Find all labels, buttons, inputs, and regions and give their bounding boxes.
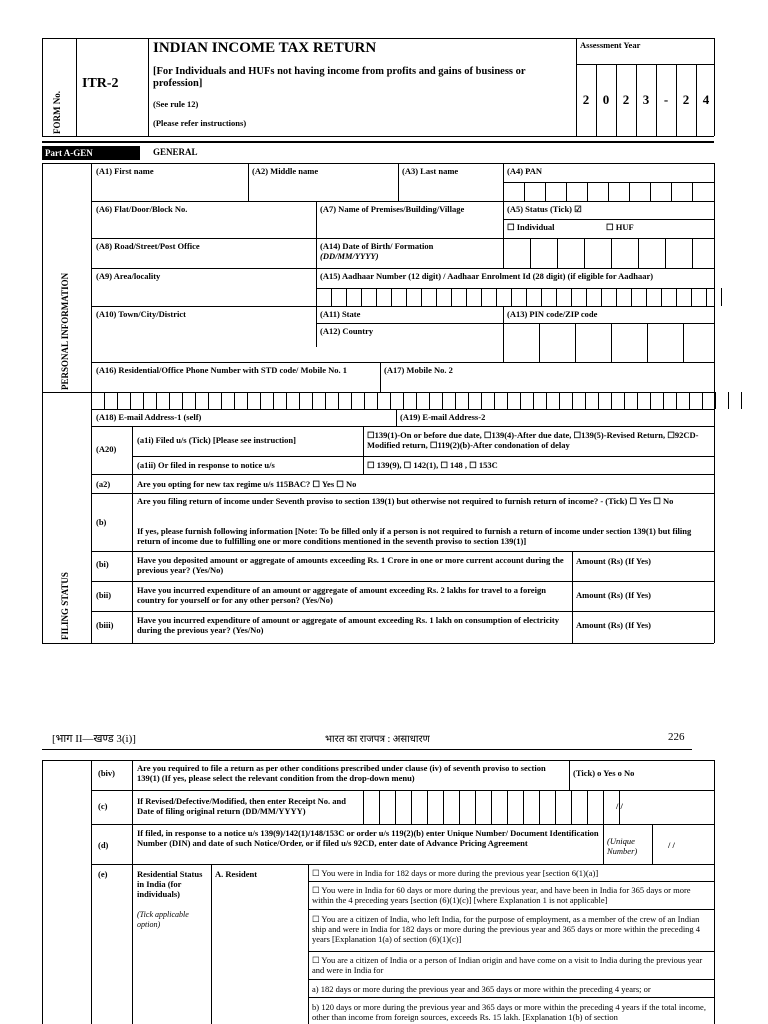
pin-code-field[interactable] (503, 323, 720, 362)
current-account-question: Have you deposited amount or aggregate of amounts exceeding Rs. 1 Crore in one or more current account during the previous year? (Yes/No) (137, 555, 564, 575)
dob-label: (A14) Date of Birth/ Formation (320, 241, 434, 251)
seventh-proviso-note: If yes, please furnish following information [Note: To be filled only if a person is not required to furnish a return of income under section 139(1) but filing return of income due to fulfilling one or more conditions mentioned in the seventh proviso to section 139(1)] (137, 526, 692, 546)
c-code: (c) (98, 801, 108, 811)
receipt-question: If Revised/Defective/Modified, then enter Receipt No. and Date of filing original return (DD/MM/YYYY) (137, 796, 346, 816)
bi-code: (bi) (96, 559, 109, 569)
electricity-question: Have you incurred expenditure of amount or aggregate of amount exceeding Rs. 1 lakh on consumption of electricity during the previous year? (Yes/No) (137, 615, 559, 635)
resident-option-4a: a) 182 days or more during the previous year and 365 days or more within the preceding 4 years; or (312, 984, 651, 994)
resident-option-4[interactable]: ☐ You are a citizen of India or a person of Indian origin and have come on a visit to India during the previous year and were in India for (312, 955, 703, 975)
resident-option-3[interactable]: ☐ You are a citizen of India, who left India, for the purpose of employment, as a member of the crew of an Indian ship and were in India for 182 days or more during the previous year and 365 days or more within the preceding 4 years [Explanation 1(a) of section (6)(1)(c)] (312, 914, 701, 944)
aadhaar-field[interactable] (316, 288, 736, 306)
filing-status-label: FILING STATUS (60, 572, 70, 640)
last-name-label: (A3) Last name (402, 166, 459, 176)
form-title: INDIAN INCOME TAX RETURN (153, 40, 377, 56)
area-locality-label: (A9) Area/locality (96, 271, 161, 281)
pan-field[interactable] (503, 182, 713, 201)
status-label: (A5) Status (Tick) ☑ (507, 204, 582, 214)
form-subtitle: [For Individuals and HUFs not having income from profits and gains of business or profession] (153, 66, 526, 89)
biii-code: (biii) (96, 620, 114, 630)
gazette-section: [भाग II—खण्ड 3(i)] (52, 733, 136, 745)
a2-code: (a2) (96, 479, 111, 489)
country-label: (A12) Country (320, 326, 374, 336)
a20-code: (A20) (96, 444, 117, 454)
receipt-number-field[interactable] (363, 790, 724, 824)
personal-information-label: PERSONAL INFORMATION (60, 272, 70, 390)
aadhaar-label: (A15) Aadhaar Number (12 digit) / Aadhaar Enrolment Id (28 digit) (if eligible for Aadhaar) (320, 271, 654, 281)
e-code: (e) (98, 869, 108, 879)
bi-amount-label: Amount (Rs) (If Yes) (576, 556, 651, 566)
unique-number-field[interactable]: (Unique Number) (607, 836, 638, 856)
part-title: GENERAL (153, 147, 198, 157)
resident-option-2[interactable]: ☐ You were in India for 60 days or more during the previous year, and have been in India for 365 days or more within the 4 preceding years [section (6)(1)(c)] [where Explanation 1 is not applicable] (312, 885, 691, 905)
assessment-year-label: Assessment Year (580, 40, 641, 50)
email-1-label: (A18) E-mail Address-1 (self) (96, 412, 202, 422)
mobile-2-label: (A17) Mobile No. 2 (384, 365, 453, 375)
pan-label: (A4) PAN (507, 166, 543, 176)
rule-ref: (See rule 12) (153, 99, 199, 109)
bii-code: (bii) (96, 590, 112, 600)
form-code: ITR-2 (82, 76, 119, 91)
state-label: (A11) State (320, 309, 361, 319)
status-huf-checkbox[interactable]: ☐ HUF (606, 222, 634, 232)
part-label: Part A-GEN (42, 146, 140, 160)
biv-code: (biv) (98, 768, 115, 778)
biii-amount-label: Amount (Rs) (If Yes) (576, 620, 651, 630)
new-tax-regime-question[interactable]: Are you opting for new tax regime u/s 115BAC? ☐ Yes ☐ No (137, 479, 357, 489)
dob-field[interactable] (503, 238, 719, 268)
tick-applicable-note: (Tick applicable option) (137, 910, 189, 929)
b-code: (b) (96, 517, 107, 527)
flat-door-label: (A6) Flat/Door/Block No. (96, 204, 188, 214)
resident-label: A. Resident (215, 869, 258, 879)
gazette-title: भारत का राजपत्र : असाधारण (325, 734, 430, 745)
filed-notice-options[interactable]: ☐ 139(9), ☐ 142(1), ☐ 148 , ☐ 153C (367, 460, 498, 470)
d-code: (d) (98, 840, 109, 850)
first-name-label: (A1) First name (96, 166, 154, 176)
pin-code-label: (A13) PIN code/ZIP code (507, 309, 598, 319)
filed-us-options[interactable]: ☐139(1)-On or before due date, ☐139(4)-After due date, ☐139(5)-Revised Return, ☐92CD-Modified return, ☐119(2)(b)-After condonation of delay (367, 430, 699, 450)
residential-status-label: Residential Status in India (for individuals) (137, 869, 203, 899)
town-city-label: (A10) Town/City/District (96, 309, 186, 319)
mobile-number-fields[interactable] (91, 392, 754, 409)
bii-amount-label: Amount (Rs) (If Yes) (576, 590, 651, 600)
notice-question: If filed, in response to a notice u/s 139(9)/142(1)/148/153C or order u/s 119(2)(b) enter Unique Number/ Document Identification Number (DIN) and date of such Notice/Order, or if filed u/s 92CD, enter date of Advance Pricing Agreement (137, 828, 599, 848)
notice-date-field[interactable]: / / (668, 840, 675, 850)
instructions-ref: (Please refer instructions) (153, 118, 247, 128)
resident-option-4b: b) 120 days or more during the previous year and 365 days or more within the preceding 4 years if the total income, other than income from foreign sources, exceeds Rs. 15 lakh. [Explanation 1(b) of section (312, 1002, 706, 1022)
email-2-label: (A19) E-mail Address-2 (400, 412, 486, 422)
filed-us-label: (a1i) Filed u/s (Tick) [Please see instruction] (137, 435, 296, 445)
road-street-label: (A8) Road/Street/Post Office (96, 241, 200, 251)
dob-format: (DD/MM/YYYY) (320, 251, 379, 261)
filed-notice-label: (a1ii) Or filed in response to notice u/s (137, 460, 275, 470)
receipt-date-field[interactable]: / / (616, 801, 623, 811)
resident-option-1[interactable]: ☐ You were in India for 182 days or more during the previous year [section 6(1)(a)] (312, 868, 599, 878)
foreign-travel-question: Have you incurred expenditure of an amount or aggregate of amount exceeding Rs. 2 lakhs for travel to a foreign country for yourself or for any other person? (Yes/No) (137, 585, 546, 605)
seventh-proviso-question[interactable]: Are you filing return of income under Seventh proviso to section 139(1) but otherwise not required to furnish return of income? - (Tick) ☐ Yes ☐ No (137, 496, 674, 506)
middle-name-label: (A2) Middle name (252, 166, 319, 176)
premises-label: (A7) Name of Premises/Building/Village (320, 204, 465, 214)
biv-yes-no[interactable]: (Tick) o Yes o No (573, 768, 635, 778)
other-conditions-question: Are you required to file a return as per other conditions prescribed under clause (iv) of seventh proviso to section 139(1) (If yes, please select the relevant condition from the drop-down menu) (137, 763, 546, 783)
status-individual-checkbox[interactable]: ☐ Individual (507, 222, 555, 232)
form-no-label: FORM No. (52, 91, 62, 134)
phone-label: (A16) Residential/Office Phone Number with STD code/ Mobile No. 1 (96, 365, 348, 375)
page-number: 226 (668, 731, 685, 743)
